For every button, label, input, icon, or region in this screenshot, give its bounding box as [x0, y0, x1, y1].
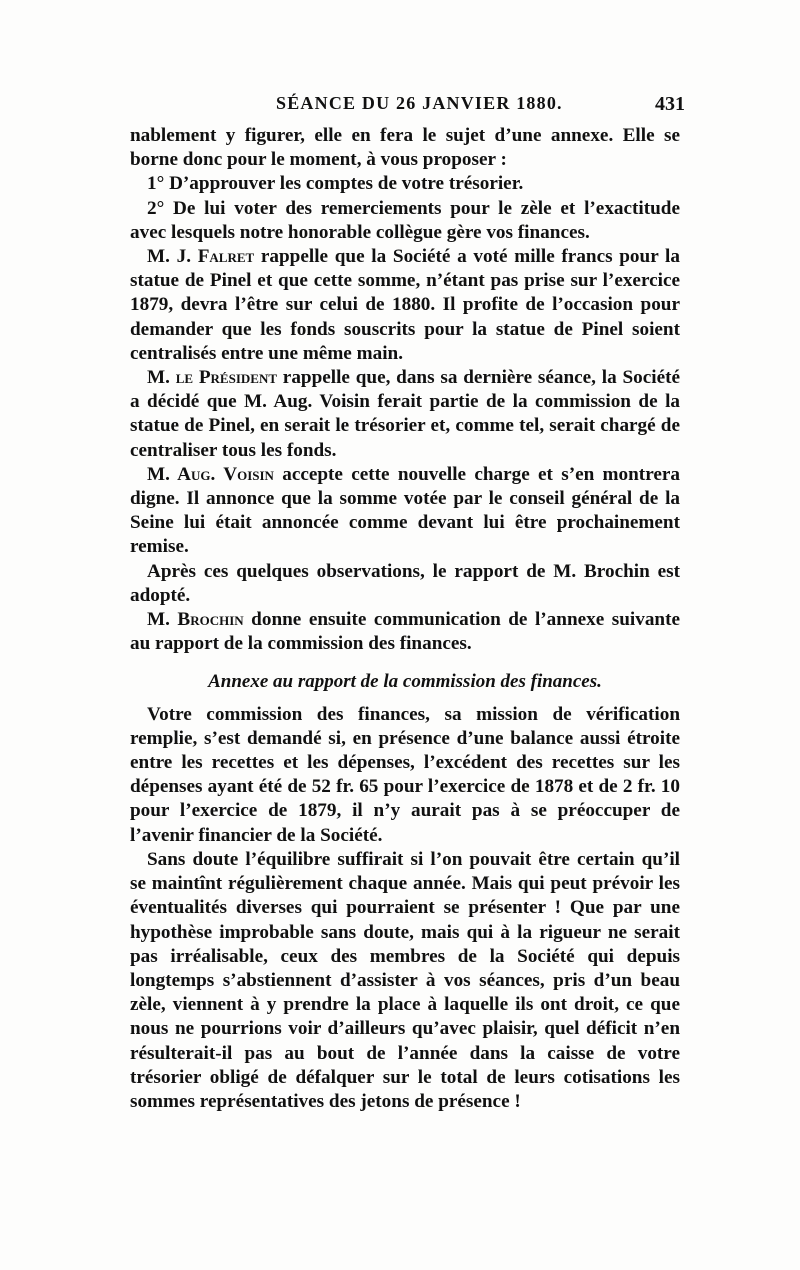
- paragraph-president: [130, 366, 680, 463]
- paragraph-annex-2: Sans doute l’équilibre suffirait si l’on pouvait être certain qu’il se maintînt régulièrement chaque année. Mais qui peut prévoir les éventualités diverses qui pourraient se présenter ! Que par une hypothèse improbable sans doute, mais qui à la rigueur ne serait pas irréalisable, ceux des membres de la Société qui depuis longtemps s’abstiennent d’assister à vos séances, pris d’un beau zèle, viennent à y prendre la place à laquelle ils ont droit, ce que nous ne pourrions voir d’ailleurs qu’avec plaisir, quel déficit n’en résulterait-il pas au bout de l’année dans la caisse de votre trésorier obligé de défalquer sur le total de leurs cotisations les sommes représentatives des jetons de présence !: [130, 848, 680, 1112]
- speech-falret: rappelle que la Société a voté mille francs pour la statue de Pinel et que cette somme, n’étant pas prise sur l’exercice 1879, devra l’être sur celui de 1880. Il profite de l’occasion pour demander que les fonds souscrits pour la statue de Pinel soient centralisés entre une même main.: [130, 246, 680, 364]
- speech-voisin: accepte cette nouvelle charge et s’en montrera digne. Il annonce que la somme votée par le conseil général de la Seine lui était annoncée comme devant lui être prochainement remise.: [130, 463, 680, 558]
- page-number: 431: [655, 93, 685, 115]
- speech-president: rappelle que, dans sa dernière séance, la Société a décidé que M. Aug. Voisin ferait partie de la commission de la statue de Pinel, en serait le trésorier et, comme tel, serait chargé de centraliser tous les fonds.: [130, 367, 681, 461]
- running-title: SÉANCE DU 26 JANVIER 1880.: [276, 93, 563, 113]
- speaker-voisin: M. Aug. Voisin: [147, 463, 274, 485]
- speech-brochin: donne ensuite communication de l’annexe suivante au rapport de la commission des finances.: [130, 609, 680, 655]
- page-header: [130, 93, 685, 123]
- paragraph-falret: [130, 245, 680, 366]
- paragraph-brochin: [130, 608, 680, 656]
- annex-title: Annexe au rapport de la commission des finances.: [208, 671, 602, 693]
- paragraph-annex-1: Votre commission des finances, sa mission de vérification remplie, s’est demandé si, en présence d’une balance aussi étroite entre les recettes et les dépenses, l’excédent des recettes sur les dépenses ayant été de 52 fr. 65 pour l’exercice de 1878 et de 2 fr. 10 pour l’exercice de 1879, il n’y aurait pas à se préoccuper de l’avenir financier de la Société.: [130, 703, 680, 846]
- paragraph-item-1: 1° D’approuver les comptes de votre trésorier.: [147, 173, 524, 195]
- paragraph-voisin: [130, 463, 680, 560]
- speaker-president: M. le Président: [147, 367, 278, 389]
- speaker-brochin: M. Brochin: [147, 609, 244, 631]
- paragraph-adoption: Après ces quelques observations, le rapport de M. Brochin est adopté.: [130, 560, 680, 606]
- speaker-falret: M. J. Falret: [147, 246, 255, 268]
- paragraph-continuation: nablement y figurer, elle en fera le sujet d’une annexe. Elle se borne donc pour le moment, à vous proposer :: [130, 125, 680, 171]
- paragraph-item-2: 2° De lui voter des remerciements pour le zèle et l’exactitude avec lesquels notre honorable collègue gère vos finances.: [130, 197, 680, 243]
- page-body: [130, 124, 680, 1114]
